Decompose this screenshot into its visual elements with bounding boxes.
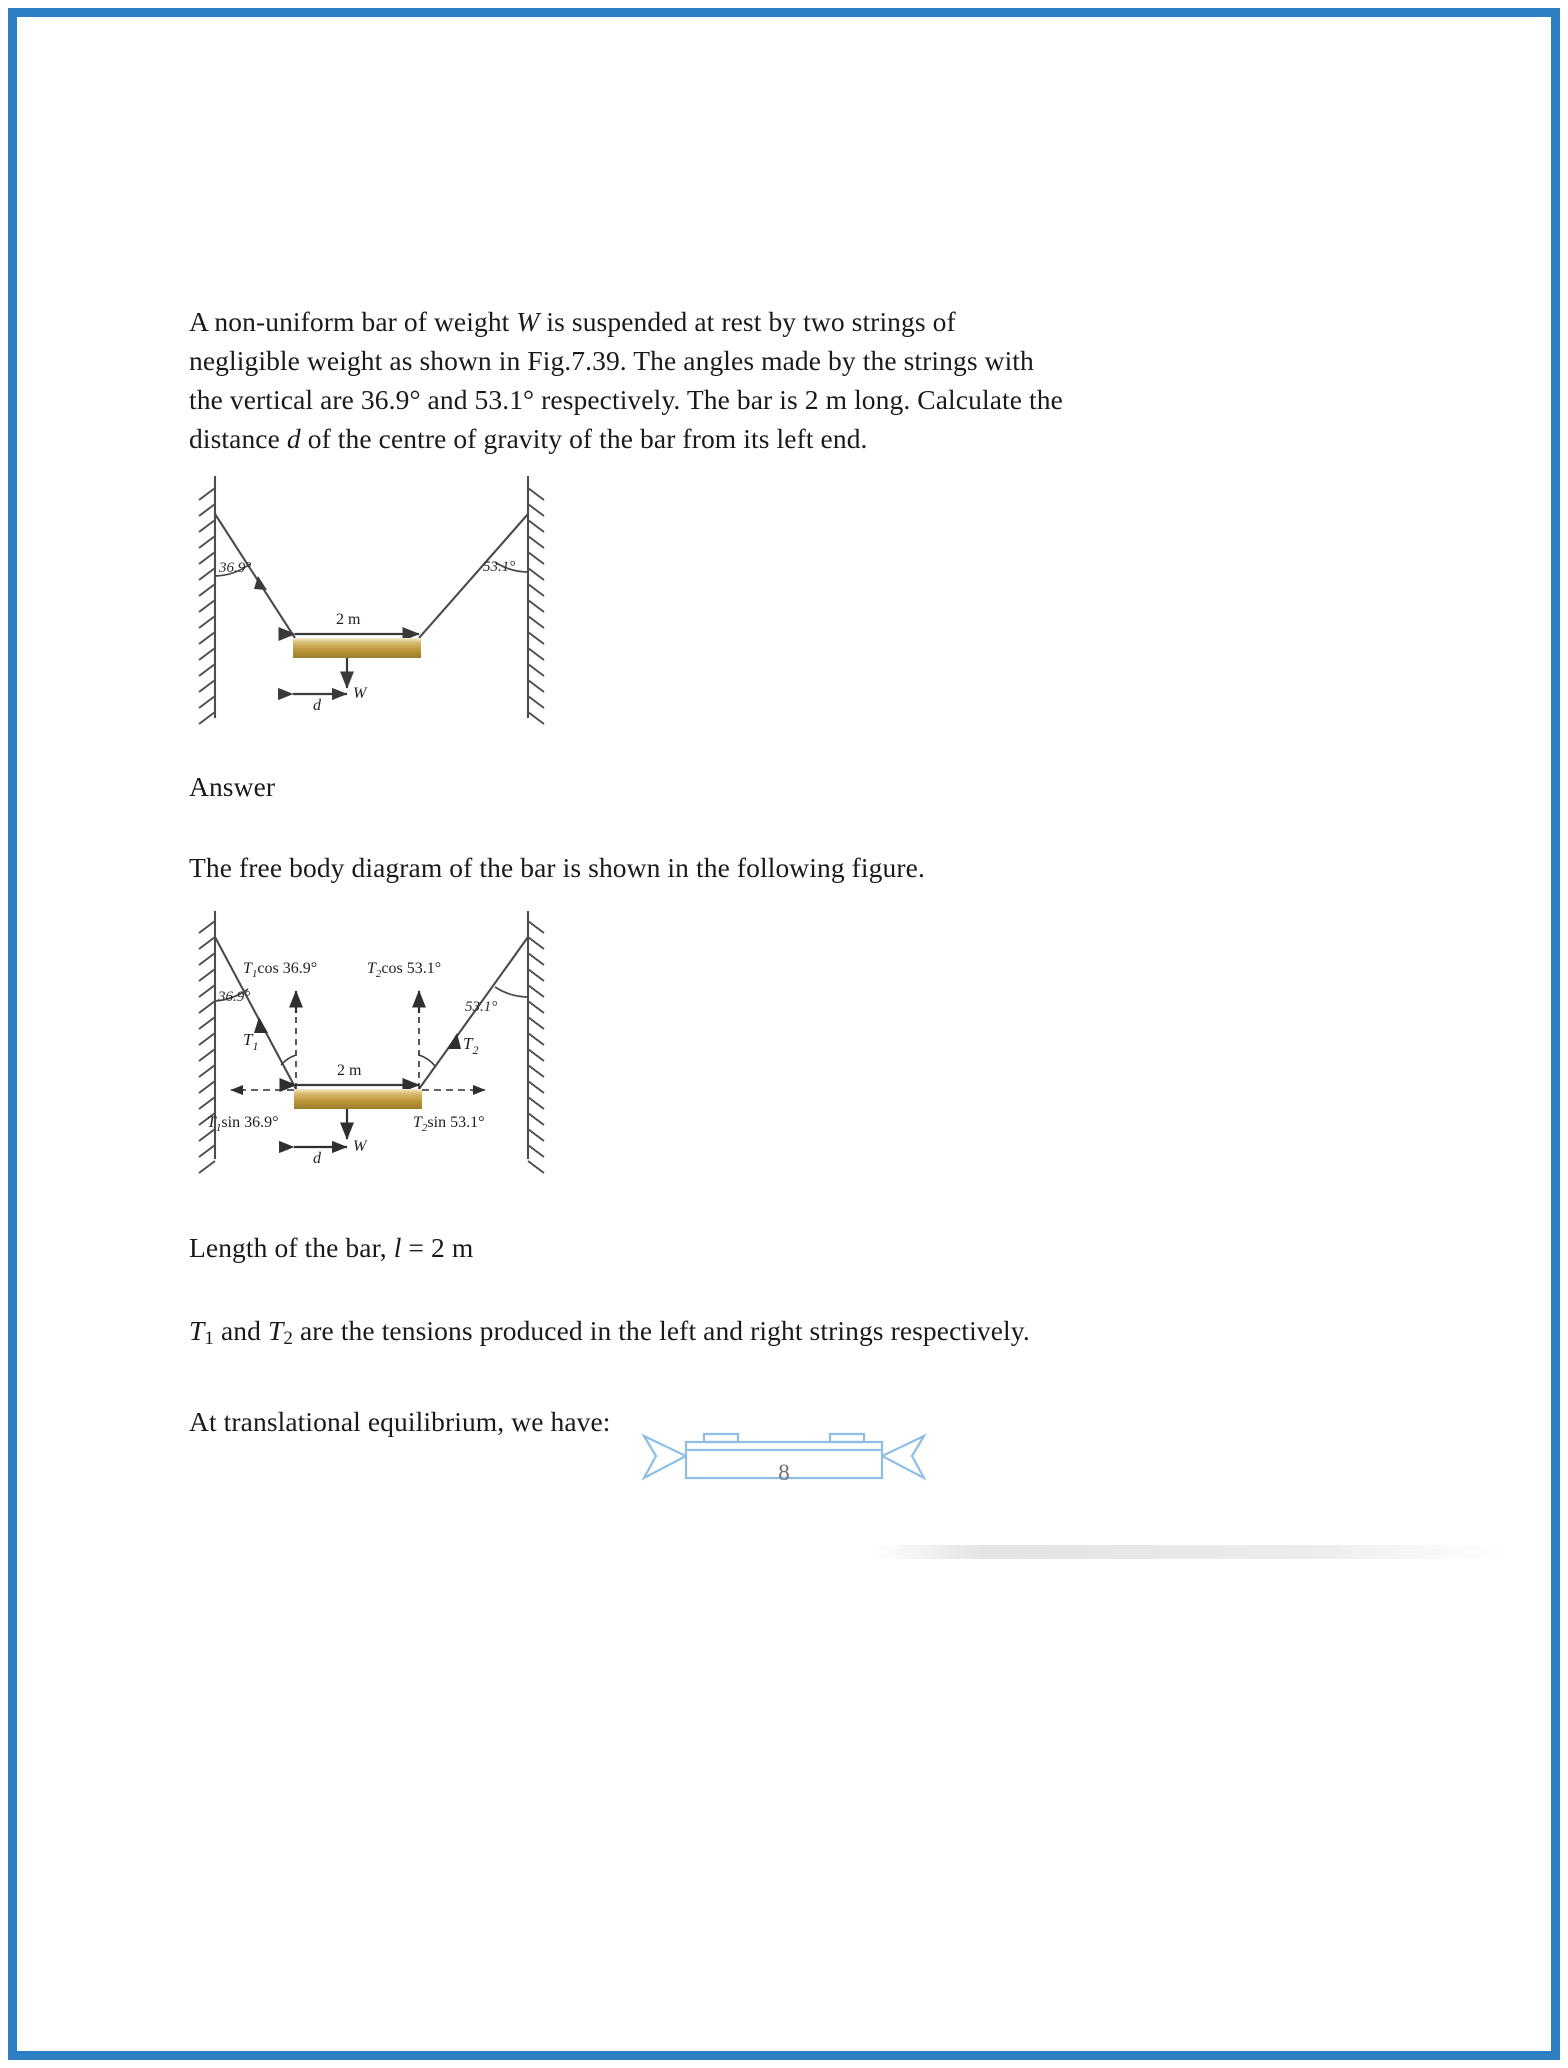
answer-heading: Answer xyxy=(189,771,276,802)
page-border xyxy=(8,8,1560,2060)
figure1-right-angle-label: 53.1° xyxy=(483,559,516,575)
figure2-distance-label: d xyxy=(313,1150,321,1167)
length-of-bar-line xyxy=(189,1228,1069,1267)
tensions-line xyxy=(189,1311,1069,1358)
footer-faint-line xyxy=(871,1545,1511,1559)
problem-line1-a: A non-uniform bar of weight xyxy=(189,306,517,337)
figure2-bar-length-label: 2 m xyxy=(337,1062,362,1079)
length-symbol-l: l xyxy=(393,1232,402,1263)
fbd-intro-text: The free body diagram of the bar is shown in the following figure. xyxy=(189,852,925,883)
figure2-t1-label: $T_1$ xyxy=(243,1030,259,1053)
figure2-weight-label: W xyxy=(353,1138,367,1155)
distance-symbol-d: d xyxy=(286,423,301,454)
figure2-left-angle-label: 36.9° xyxy=(218,989,251,1005)
length-prefix: Length of the bar, xyxy=(189,1232,394,1263)
tensions-rest: are the tensions produced in the left and right strings respectively. xyxy=(293,1315,1030,1346)
page-number: 8 xyxy=(778,1460,790,1485)
figure2-t1cos-label: $T_1\cos$ 36.9° xyxy=(243,960,318,980)
right-string xyxy=(419,514,528,638)
page-surface xyxy=(17,17,1551,2051)
right-wall-icon xyxy=(528,911,544,1173)
problem-line3-b: of the centre of gravity of the xyxy=(300,423,634,454)
problem-statement xyxy=(189,302,1069,458)
figure2-t2-label: $T_2$ xyxy=(463,1034,479,1057)
weight-symbol-W: W xyxy=(516,306,540,337)
figure2-bar xyxy=(294,1089,422,1109)
left-wall-icon xyxy=(199,476,215,724)
left-string xyxy=(215,514,295,638)
tension-symbol-t2: T xyxy=(267,1315,284,1346)
figure1-bar-length-label: 2 m xyxy=(336,611,361,628)
right-wall-icon xyxy=(528,476,544,724)
figure1-weight-label: W xyxy=(353,685,367,702)
left-wall-icon xyxy=(199,911,215,1173)
figure2-t1sin-label: $T_1\sin$ 36.9° xyxy=(207,1114,279,1134)
tension-symbol-t1: T xyxy=(189,1315,205,1346)
left-tension-arrowhead xyxy=(254,1017,268,1033)
figure-free-body-diagram xyxy=(195,909,555,1184)
document-content xyxy=(189,302,1069,1441)
problem-line1-b: is suspended at rest by two strings of negligible weight xyxy=(189,306,956,376)
left-component-angle-arc xyxy=(281,1055,296,1065)
figure2-t2sin-label: $T_2\sin$ 53.1° xyxy=(413,1114,485,1134)
right-tension-arrowhead xyxy=(447,1033,461,1049)
problem-line4: bar from its left end. xyxy=(640,423,868,454)
problem-line2: as shown in Fig.7.39. The angles made by the strings with the vertical are 36.9° and 53.1° xyxy=(189,345,1034,415)
right-angle-arc xyxy=(495,987,528,997)
figure2-t2cos-label: $T_2\cos$ 53.1° xyxy=(367,960,442,980)
tensions-mid: and xyxy=(214,1315,268,1346)
problem-line3-a: respectively. The bar is 2 m long. Calculate the distance xyxy=(189,384,1063,454)
figure2-right-angle-label: 53.1° xyxy=(465,999,498,1015)
right-component-angle-arc xyxy=(419,1055,435,1066)
tension-symbol-t2-sub: 2 xyxy=(283,1328,293,1349)
figure-7-39 xyxy=(195,472,555,727)
figure1-left-angle-label: 36.9° xyxy=(219,560,252,576)
figure1-bar xyxy=(293,638,421,658)
figure1-distance-label: d xyxy=(313,697,321,714)
length-suffix: = 2 m xyxy=(401,1232,474,1263)
equilibrium-line: At translational equilibrium, we have: xyxy=(189,1406,611,1437)
tension-symbol-t1-sub: 1 xyxy=(204,1328,215,1349)
